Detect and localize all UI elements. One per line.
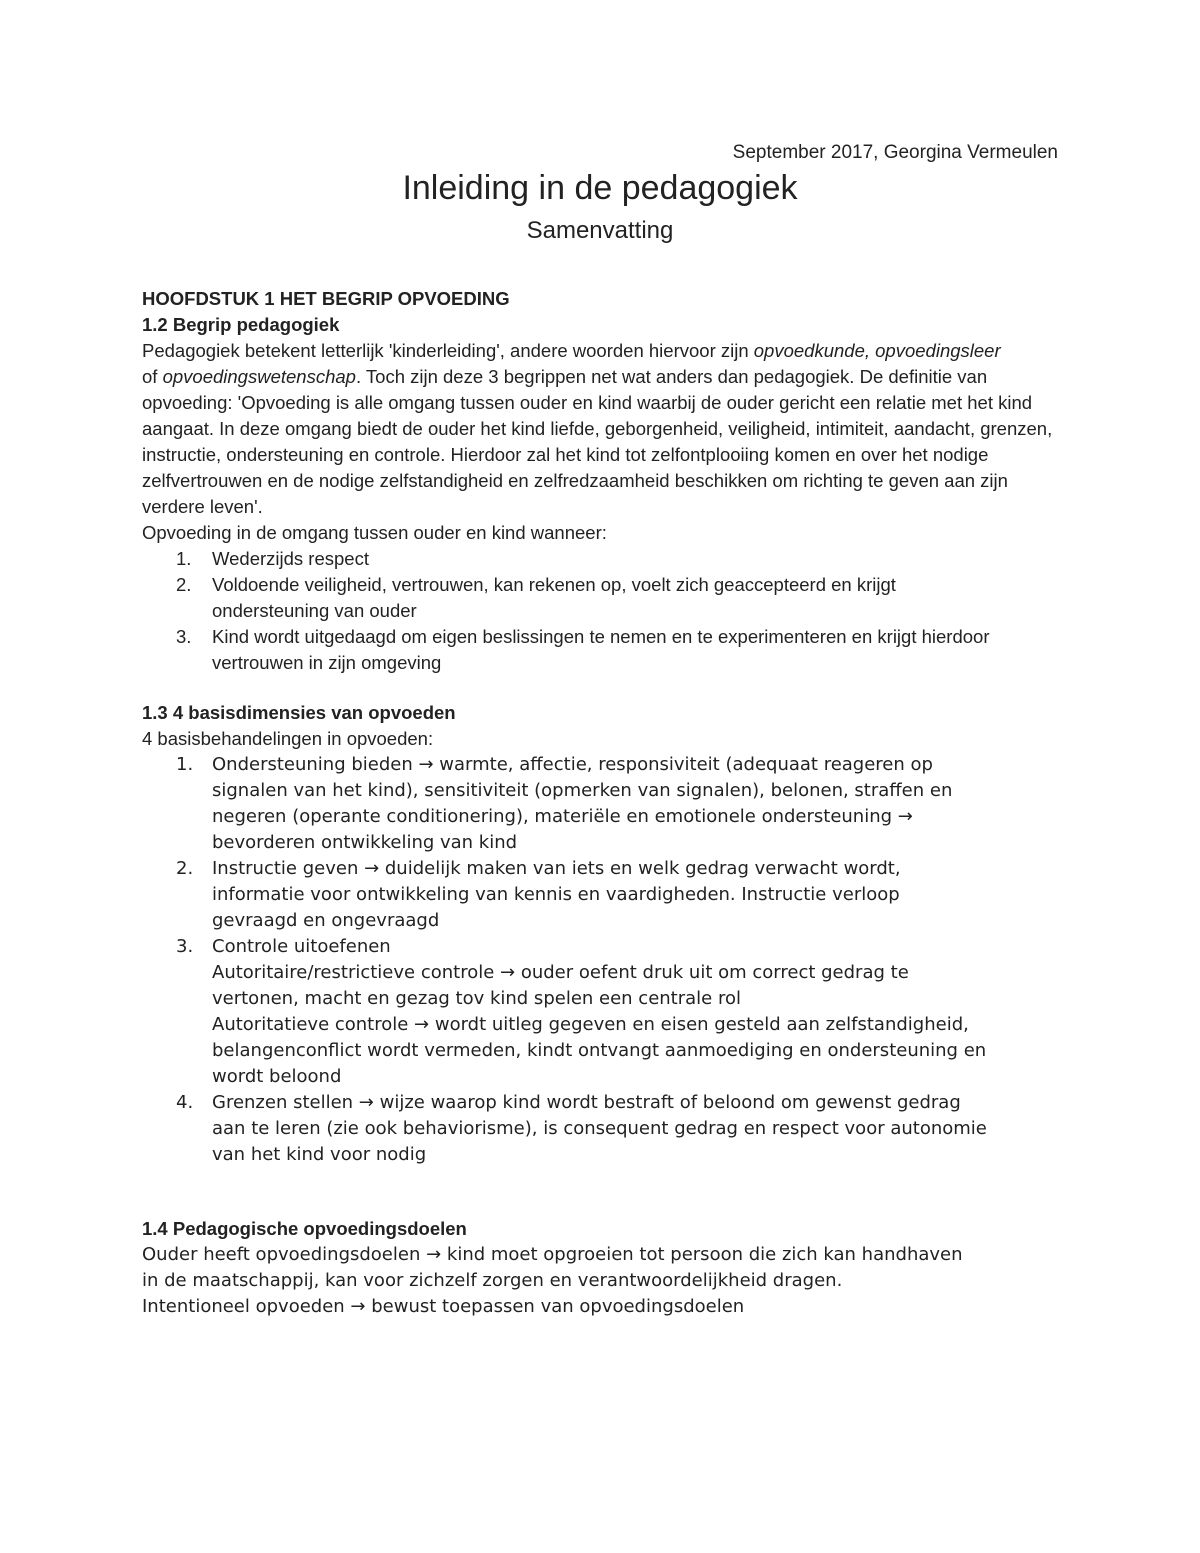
list-item-number: 3. [176, 626, 192, 647]
list-item-text: negeren (operante conditionering), materiële en emotionele ondersteuning → [212, 806, 913, 827]
paragraph-text: . Toch zijn deze 3 begrippen net wat anders dan pedagogiek. De definitie van opvoeding: 'Opvoeding is alle omgang tussen ouder en kind waarbij de ouder gericht een relatie met het kind aangaat. In deze omgang biedt de ouder het kind liefde, geborgenheid, veiligheid, intimiteit, aandacht, grenzen, instructie, ondersteuning en controle. Hierdoor zal het kind tot zelfontplooiing komen en over het nodige zelfvertrouwen en de nodige zelfstandigheid en zelfredzaamheid beschikken om richting te geven aan zijn verdere leven'. [142, 366, 1053, 517]
italic-term: opvoedkunde, opvoedingsleer [753, 340, 1001, 361]
section-heading-1-4: 1.4 Pedagogische opvoedingsdoelen [142, 1218, 467, 1239]
list-item [142, 572, 1062, 624]
paragraph-line: Ouder heeft opvoedingsdoelen → kind moet opgroeien tot persoon die zich kan handhaven [142, 1244, 963, 1265]
list-item-number: 3. [176, 936, 194, 957]
paragraph-goals [142, 1242, 1062, 1320]
list-item-number: 2. [176, 858, 194, 879]
list-item-text: informatie voor ontwikkeling van kennis en vaardigheden. Instructie verloop [212, 884, 900, 905]
list-item-text: vertrouwen in zijn omgeving [212, 652, 442, 673]
list-item [142, 752, 1062, 856]
section-heading-1-2: 1.2 Begrip pedagogiek [142, 314, 340, 335]
list-item-text: Grenzen stellen → wijze waarop kind wordt bestraft of beloond om gewenst gedrag [212, 1092, 961, 1113]
paragraph-intro-list: Opvoeding in de omgang tussen ouder en kind wanneer: [142, 522, 607, 543]
list-item-number: 4. [176, 1092, 194, 1113]
list-relation-conditions [142, 546, 1062, 676]
list-item-text: Controle uitoefenen [212, 936, 391, 957]
paragraph-text: Pedagogiek betekent letterlijk 'kinderleiding', andere woorden hiervoor zijn [142, 340, 754, 361]
list-item-text: signalen van het kind), sensitiviteit (opmerken van signalen), belonen, straffen en [212, 780, 953, 801]
paragraph-definition [142, 338, 1062, 520]
list-item-text: bevorderen ontwikkeling van kind [212, 832, 518, 853]
list-item [142, 934, 1062, 1090]
document-date-author: September 2017, Georgina Vermeulen [732, 142, 1058, 163]
list-item-text: Ondersteuning bieden → warmte, affectie, responsiviteit (adequaat reageren op [212, 754, 933, 775]
list-item-text: ondersteuning van ouder [212, 600, 417, 621]
list-item-number: 1. [176, 754, 194, 775]
list-item-text: Autoritaire/restrictieve controle → ouder oefent druk uit om correct gedrag te [212, 962, 909, 983]
list-item-text: vertonen, macht en gezag tov kind spelen een centrale rol [212, 988, 741, 1009]
list-item-text: Wederzijds respect [212, 548, 369, 569]
list-item-text: Instructie geven → duidelijk maken van iets en welk gedrag verwacht wordt, [212, 858, 901, 879]
paragraph-line: Intentioneel opvoeden → bewust toepassen van opvoedingsdoelen [142, 1296, 745, 1317]
italic-term: opvoedingswetenschap [162, 366, 356, 387]
list-item [142, 546, 1062, 572]
list-item-text: Voldoende veiligheid, vertrouwen, kan rekenen op, voelt zich geaccepteerd en krijgt [212, 574, 896, 595]
list-item [142, 856, 1062, 934]
list-item-text: Kind wordt uitgedaagd om eigen beslissingen te nemen en te experimenteren en krijgt hierdoor [212, 626, 990, 647]
list-item [142, 624, 1062, 676]
list-item-number: 1. [176, 548, 192, 569]
list-item-text: aan te leren (zie ook behaviorisme), is consequent gedrag en respect voor autonomie [212, 1118, 987, 1139]
paragraph-line: in de maatschappij, kan voor zichzelf zorgen en verantwoordelijkheid dragen. [142, 1270, 843, 1291]
list-item-text: wordt beloond [212, 1066, 342, 1087]
paragraph-text: of [142, 366, 163, 387]
chapter-heading: HOOFDSTUK 1 HET BEGRIP OPVOEDING [142, 288, 510, 309]
list-item-text: van het kind voor nodig [212, 1144, 427, 1165]
document-title: Inleiding in de pedagogiek [402, 169, 798, 207]
document-body [142, 286, 1062, 1320]
list-basic-dimensions [142, 752, 1062, 1168]
list-item-text: gevraagd en ongevraagd [212, 910, 440, 931]
paragraph-intro-dimensions: 4 basisbehandelingen in opvoeden: [142, 728, 434, 749]
section-heading-1-3: 1.3 4 basisdimensies van opvoeden [142, 702, 456, 723]
document-subtitle: Samenvatting [526, 217, 674, 244]
list-item-text: belangenconflict wordt vermeden, kindt ontvangt aanmoediging en ondersteuning en [212, 1040, 987, 1061]
list-item [142, 1090, 1062, 1168]
list-item-number: 2. [176, 574, 192, 595]
list-item-text: Autoritatieve controle → wordt uitleg gegeven en eisen gesteld aan zelfstandigheid, [212, 1014, 969, 1035]
